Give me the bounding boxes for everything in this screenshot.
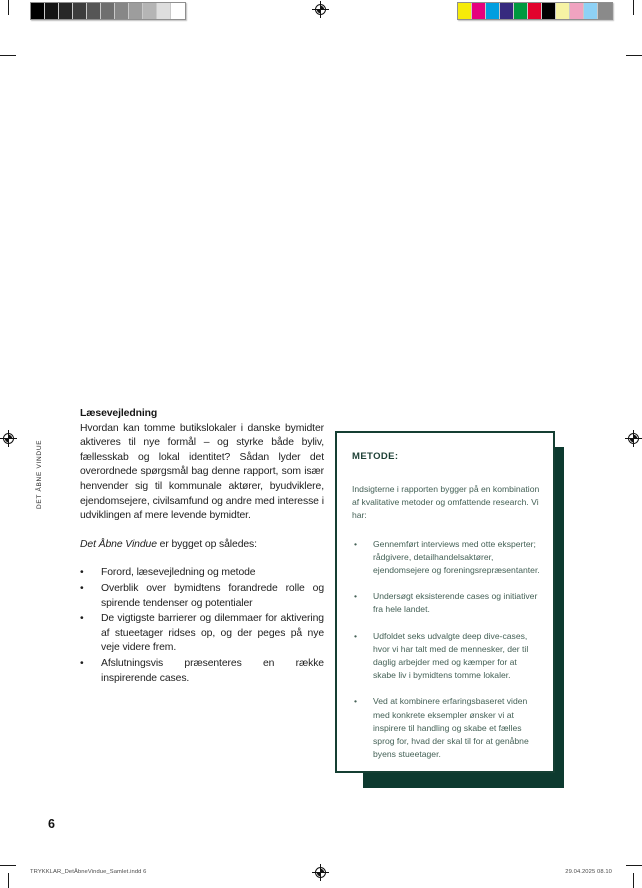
grayscale-swatch [171, 3, 185, 19]
main-text-column [80, 407, 324, 687]
registration-mark-icon [625, 430, 642, 447]
crop-mark [0, 865, 16, 866]
structure-line [80, 538, 324, 553]
metode-box [335, 431, 555, 773]
list-item: • De vigtigste barrierer og dilemmaer for aktivering af stueetager ridses op, og der peges på nye veje videre frem. [80, 612, 324, 656]
registration-mark-icon [0, 430, 17, 447]
grayscale-swatch [73, 3, 87, 19]
crop-mark [8, 0, 9, 15]
color-swatch [584, 3, 598, 19]
bullet-icon: • [80, 582, 84, 594]
crop-mark [626, 55, 642, 56]
color-swatch [472, 3, 486, 19]
color-swatch [528, 3, 542, 19]
list-item: • Undersøgt eksisterende cases og initiativer fra hele landet. [352, 590, 540, 616]
grayscale-swatch [143, 3, 157, 19]
grayscale-calibration-bar [30, 2, 186, 20]
list-item: • Ved at kombinere erfaringsbaseret viden med konkrete eksempler ønsker vi at inspirere til handling og skabe et fælles sprog for, hvad der skal til for at genåbne byens stueetager. [352, 695, 540, 761]
color-swatch [556, 3, 570, 19]
structure-line-rest: er bygget op således: [156, 538, 257, 550]
list-item: • Afslutningsvis præsenteres en række inspirerende cases. [80, 657, 324, 686]
intro-paragraph: Hvordan kan tomme butikslokaler i danske bymidter aktiveres til nye formål – og styrke både byliv, fællesskab og lokal identitet? Sådan lyder det overordnede spørgsmål bag denne rapport, som især henvender sig til kommunale aktører, byudviklere, ejendomsejere, civilsamfund og andre med interesse i udviklingen af mere levende bymidter. [80, 422, 324, 522]
grayscale-swatch [59, 3, 73, 19]
bullet-icon: • [80, 657, 84, 669]
metode-intro: Indsigterne i rapporten bygger på en kombination af kvalitative metoder og omfattende research. Vi har: [352, 484, 540, 521]
list-item: • Overblik over bymidtens forandrede rolle og spirende tendenser og potentialer [80, 582, 324, 611]
grayscale-swatch [115, 3, 129, 19]
color-swatch [458, 3, 472, 19]
registration-mark-icon [312, 864, 329, 881]
bullet-icon: • [354, 696, 358, 707]
grayscale-swatch [129, 3, 143, 19]
grayscale-swatch [31, 3, 45, 19]
color-calibration-bar [457, 2, 613, 20]
grayscale-swatch [87, 3, 101, 19]
metode-title: METODE: [352, 451, 399, 462]
grayscale-swatch [101, 3, 115, 19]
crop-mark [8, 873, 9, 888]
crop-mark [626, 865, 642, 866]
color-swatch [514, 3, 528, 19]
section-heading: Læsevejledning [80, 408, 158, 419]
color-swatch [598, 3, 612, 19]
registration-mark-icon [312, 1, 329, 18]
slug-filename: TRYKKLAR_DetÅbneVindue_Samlet.indd 6 [30, 869, 147, 875]
grayscale-swatch [45, 3, 59, 19]
page-number: 6 [48, 817, 55, 831]
bullet-icon: • [354, 630, 358, 641]
color-swatch [570, 3, 584, 19]
slug-timestamp: 29.04.2025 08.10 [565, 869, 612, 875]
list-item: • Gennemført interviews med otte eksperter; rådgivere, detailhandelsaktører, ejendomsejere og foreningsrepræsentanter. [352, 538, 540, 578]
list-item: • Forord, læsevejledning og metode [80, 566, 324, 581]
color-swatch [542, 3, 556, 19]
bullet-icon: • [80, 567, 84, 579]
crop-mark [633, 873, 634, 888]
report-title-italic: Det Åbne Vindue [80, 538, 157, 550]
bullet-icon: • [80, 613, 84, 625]
crop-mark [633, 0, 634, 15]
structure-bullet-list [80, 566, 324, 686]
grayscale-swatch [157, 3, 171, 19]
color-swatch [500, 3, 514, 19]
spine-label: DET ÅBNE VINDUE [36, 439, 43, 509]
metode-bullet-list [352, 538, 540, 762]
bullet-icon: • [354, 591, 358, 602]
color-swatch [486, 3, 500, 19]
bullet-icon: • [354, 538, 358, 549]
crop-mark [0, 55, 16, 56]
list-item: • Udfoldet seks udvalgte deep dive-cases, hvor vi har talt med de mennesker, der til daglig arbejder med og kæmper for at skabe liv i bymidtens tomme lokaler. [352, 630, 540, 683]
